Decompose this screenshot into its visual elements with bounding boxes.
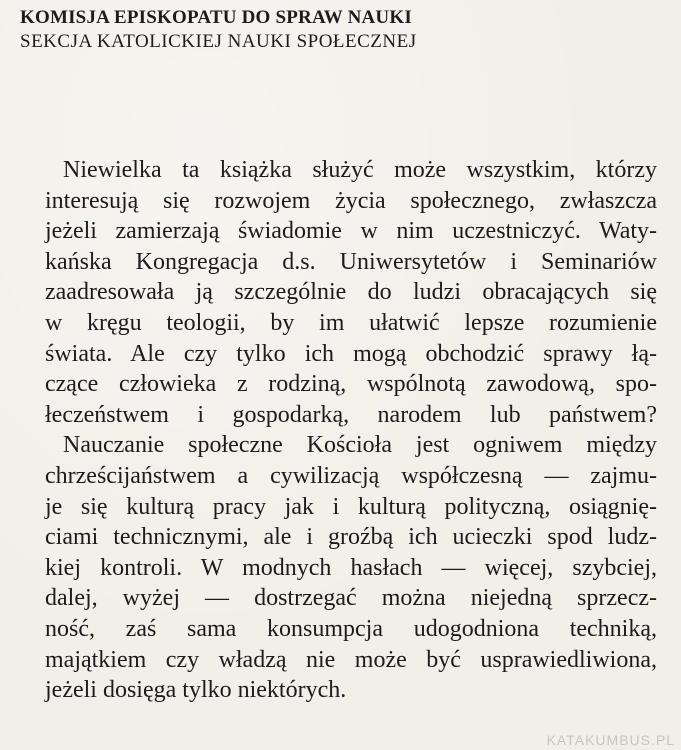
text-line: Niewielka ta książka służyć może wszystkim, którzy [63,157,657,183]
text-line: jeżeli zamierzają świadomie w nim uczestniczyć. Waty- [45,218,657,245]
text-line: majątkiem czy władzą nie może być usprawiedliwiona, [45,646,657,673]
text-line: zaadresowała ją szczególnie do ludzi obracających się [45,279,657,306]
text-line: Nauczanie społeczne Kościoła jest ogniwem między [63,432,657,459]
body-text [45,155,657,706]
text-line: łeczeństwem i gospodarką, narodem lub państwem? [45,401,657,428]
paragraph [45,155,657,430]
watermark: KATAKUMBUS.PL [546,732,675,748]
text-line: je się kulturą pracy jak i kulturą polityczną, osiągnię- [45,493,657,520]
text-line: kańska Kongregacja d.s. Uniwersytetów i Seminariów [45,248,657,275]
paragraph [45,430,657,705]
text-line: kiej kontroli. W modnych hasłach — więcej, szybciej, [45,554,657,581]
header-title: KOMISJA EPISKOPATU DO SPRAW NAUKI [20,7,412,28]
text-line: jeżeli dosięga tylko niektórych. [45,677,347,704]
text-line: chrześcijaństwem a cywilizacją współczesną — zajmu- [45,462,657,489]
text-line: czące człowieka z rodziną, wspólnotą zawodową, spo- [45,371,657,398]
text-line: w kręgu teologii, by im ułatwić lepsze rozumienie [45,309,657,336]
header-subtitle: SEKCJA KATOLICKIEJ NAUKI SPOŁECZNEJ [20,31,417,52]
header [20,6,660,54]
text-line: ność, zaś sama konsumpcja udogodniona techniką, [45,615,657,642]
text-line: interesują się rozwojem życia społecznego, zwłaszcza [45,187,657,214]
text-line: świata. Ale czy tylko ich mogą obchodzić sprawy łą- [45,340,657,367]
text-line: ciami technicznymi, ale i groźbą ich ucieczki spod ludz- [45,524,657,551]
text-line: dalej, wyżej — dostrzegać można niejedną sprzecz- [45,585,657,612]
